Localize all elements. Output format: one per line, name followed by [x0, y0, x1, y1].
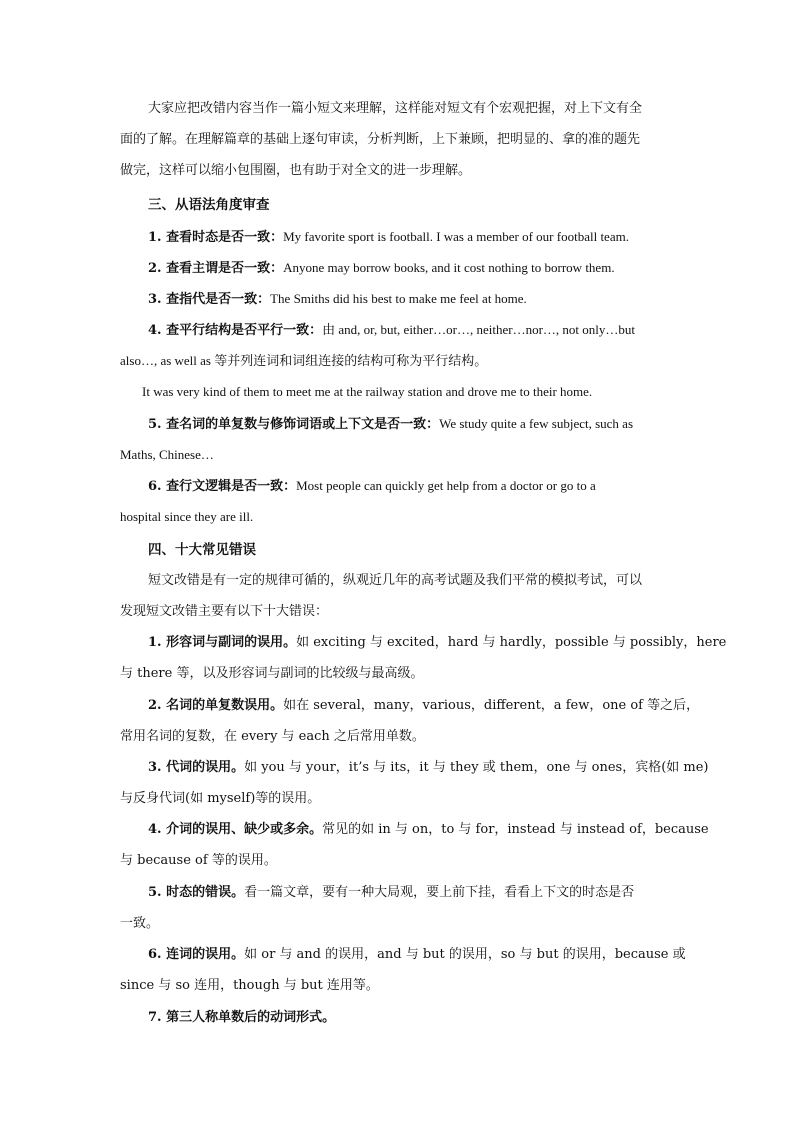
item-text: 如在 several，many，various，different，a few，one of 等之后， — [283, 698, 700, 713]
item-label: 1. 查看时态是否一致： — [148, 230, 284, 245]
section-4-item-3-cont: 与反身代词(如 myself)等的误用。 — [120, 791, 321, 806]
item-text: Most people can quickly get help from a doctor or go to a — [296, 478, 596, 493]
item-label: 4. 介词的误用、缺少或多余。 — [148, 822, 323, 837]
item-label: 6. 查行文逻辑是否一致： — [148, 479, 297, 494]
section-3-item-4 — [148, 321, 635, 340]
item-text: 如 or 与 and 的误用，and 与 but 的误用，so 与 but 的误用，because 或 — [244, 947, 686, 962]
item-label: 3. 查指代是否一致： — [148, 292, 271, 307]
section-4-item-1-cont: 与 there 等，以及形容词与副词的比较级与最高级。 — [120, 666, 424, 681]
intro-line-1: 大家应把改错内容当作一篇小短文来理解，这样能对短文有个宏观把握，对上下文有全 — [148, 101, 643, 116]
intro-line-2: 面的了解。在理解篇章的基础上逐句审读，分析判断，上下兼顾，把明显的、拿的准的题先 — [120, 132, 641, 147]
item-label: 5. 时态的错误。 — [148, 885, 245, 900]
item-label: 6. 连词的误用。 — [148, 947, 245, 962]
section-3-item-3 — [148, 290, 527, 309]
section-3-item-5-cont: Maths, Chinese… — [120, 447, 214, 462]
item-text: 由 and, or, but, either…or…, neither…nor…, not only…but — [322, 322, 635, 337]
item-label: 5. 查名词的单复数与修饰词语或上下文是否一致： — [148, 417, 440, 432]
section-3-item-6 — [148, 477, 596, 496]
item-text: 看一篇文章，要有一种大局观，要上前下挂，看看上下文的时态是否 — [244, 885, 635, 900]
item-label: 4. 查平行结构是否平行一致： — [148, 323, 323, 338]
section-4-item-6 — [148, 946, 686, 964]
section-3-item-6-cont: hospital since they are ill. — [120, 509, 254, 524]
section-3-item-5 — [148, 415, 633, 434]
item-text: 如 you 与 your，it’s 与 its，it 与 they 或 them，one 与 ones，宾格(如 me) — [244, 760, 709, 775]
section-4-item-2 — [148, 697, 699, 715]
section-4-item-7 — [148, 1009, 335, 1027]
section-4-item-2-cont: 常用名词的复数，在 every 与 each 之后常用单数。 — [120, 729, 425, 744]
section-3-item-4-example: It was very kind of them to meet me at the railway station and drove me to their home. — [142, 384, 593, 399]
intro-line-3: 做完，这样可以缩小包围圈，也有助于对全文的进一步理解。 — [120, 163, 472, 178]
item-label: 7. 第三人称单数后的动词形式。 — [148, 1010, 336, 1025]
section-4-item-5-cont: 一致。 — [120, 916, 160, 931]
section-3-item-2 — [148, 259, 615, 278]
item-label: 2. 查看主谓是否一致： — [148, 261, 284, 276]
item-text: We study quite a few subject, such as — [439, 416, 634, 431]
section-3-heading: 三、从语法角度审查 — [148, 197, 270, 213]
item-text: The Smiths did his best to make me feel at home. — [270, 291, 527, 306]
section-4-intro-2: 发现短文改错主要有以下十大错误： — [120, 604, 329, 619]
section-4-item-3 — [148, 759, 709, 777]
item-text: Anyone may borrow books, and it cost nothing to borrow them. — [283, 260, 615, 275]
section-4-item-6-cont: since 与 so 连用，though 与 but 连用等。 — [120, 978, 379, 993]
section-4-item-4-cont: 与 because of 等的误用。 — [120, 853, 277, 868]
item-label: 1. 形容词与副词的误用。 — [148, 635, 297, 650]
item-text: My favorite sport is football. I was a member of our football team. — [283, 229, 629, 244]
section-4-item-1 — [148, 634, 726, 652]
section-3-item-4-cont: also…, as well as 等并列连词和词组连接的结构可称为平行结构。 — [120, 353, 488, 368]
section-4-item-5 — [148, 884, 634, 902]
item-text: 如 exciting 与 excited，hard 与 hardly，possible 与 possibly，here — [296, 635, 727, 650]
section-3-item-1 — [148, 228, 629, 247]
section-4-intro-1: 短文改错是有一定的规律可循的，纵观近几年的高考试题及我们平常的模拟考试，可以 — [148, 573, 643, 588]
section-4-item-4 — [148, 821, 709, 839]
section-4-heading: 四、十大常见错误 — [148, 542, 256, 558]
item-label: 2. 名词的单复数误用。 — [148, 698, 284, 713]
item-text: 常见的如 in 与 on，to 与 for，instead 与 instead of，because — [322, 822, 709, 837]
item-label: 3. 代词的误用。 — [148, 760, 245, 775]
